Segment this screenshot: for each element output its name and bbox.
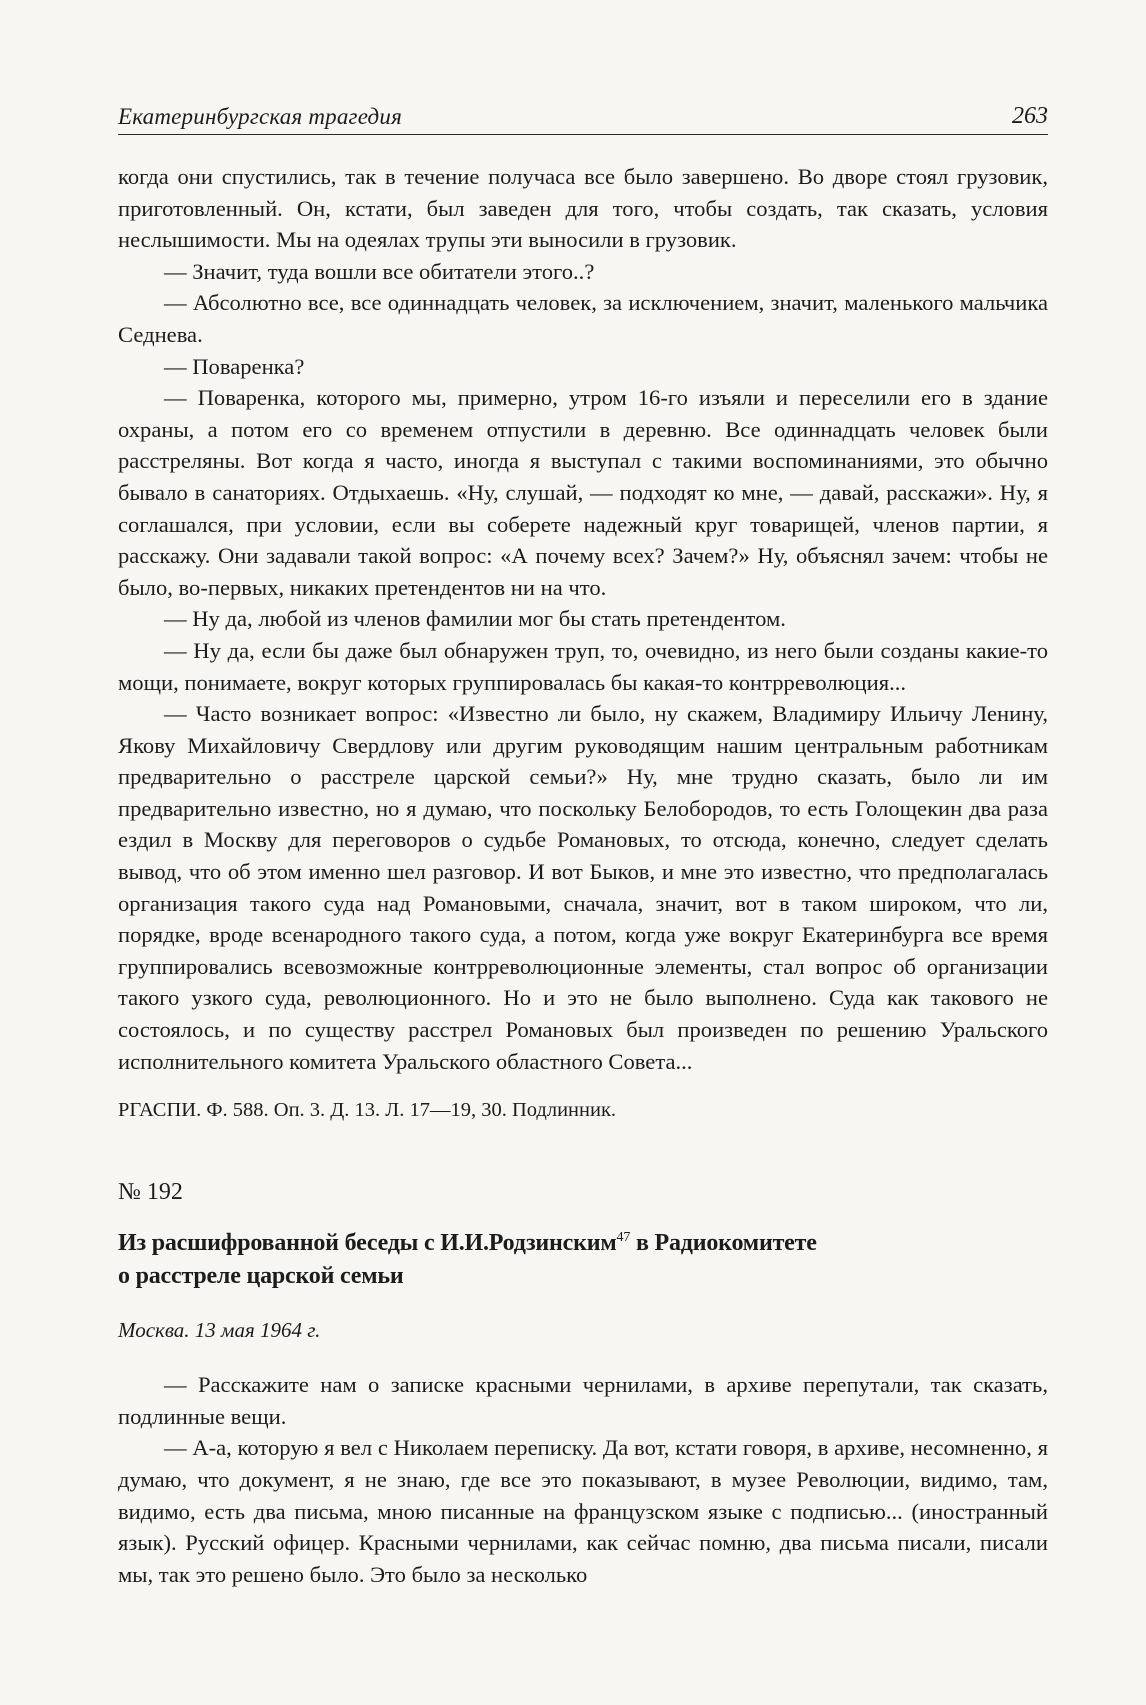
- paragraph: — Поваренка?: [164, 353, 305, 379]
- heading-text-end: в Радиокомитете: [630, 1230, 817, 1257]
- paragraph: — Абсолютно все, все одиннадцать человек, за исключением, значит, маленького мальчика Седнева.: [118, 290, 1048, 347]
- heading-text: Из расшифрованной беседы с И.И.Родзинским: [118, 1230, 617, 1257]
- book-page: [118, 90, 1048, 1590]
- heading-text-line2: о расстреле царской семьи: [118, 1263, 404, 1290]
- paragraph: — Поваренка, которого мы, примерно, утром 16-го изъяли и переселили его в здание охраны, а потом его со временем отпустили в деревню. Все одиннадцать человек были расстреляны. Вот когда я часто, иногда я выступал с такими воспоминаниями, это обычно бывало в санаториях. Отдыхаешь. «Ну, слушай, — подходят ко мне, — давай, расскажи». Ну, я соглашался, при условии, если вы соберете надежный круг товарищей, членов партии, я расскажу. Они задавали такой вопрос: «А почему всех? Зачем?» Ну, объяснял зачем: чтобы не было, во-первых, никаких претендентов ни на что.: [118, 385, 1048, 600]
- paragraph: — А-а, которую я вел с Николаем переписку. Да вот, кстати говоря, в архиве, несомненно, я думаю, что документ, я не знаю, где все это показывают, в музее Революции, видимо, там, видимо, есть два письма, мною писанные на французском языке с подписью... (иностранный язык). Русский офицер. Красными чернилами, как сейчас помню, два письма писали, писали мы, так это решено было. Это было за несколько: [118, 1435, 1048, 1587]
- document-number: № 192: [118, 1179, 183, 1206]
- dateline: Москва. 13 мая 1964 г.: [118, 1318, 321, 1343]
- paragraph: — Ну да, если бы даже был обнаружен труп, то, очевидно, из него были созданы какие-то мощи, понимаете, вокруг которых группировалась бы какая-то контрреволюция...: [118, 637, 1048, 695]
- paragraph: когда они спустились, так в течение получаса все было завершено. Во дворе стоял грузовик, приготовленный. Он, кстати, был заведен для того, чтобы создать, так сказать, условия неслышимости. Мы на одеялах трупы эти выносили в грузовик.: [118, 164, 1048, 253]
- footnote-reference[interactable]: 47: [616, 1230, 631, 1246]
- paragraph: — Часто возникает вопрос: «Известно ли было, ну скажем, Владимиру Ильичу Ленину, Якову Михайловичу Свердлову или другим руководящим нашим центральным работникам предварительно о расстреле царской семьи?» Ну, мне трудно сказать, было ли им предварительно известно, но я думаю, что поскольку Белобородов, то есть Голощекин два раза ездил в Москву для переговоров о судьбе Романовых, то отсюда, конечно, следует сделать вывод, что об этом именно шел разговор. И вот Быков, и мне это известно, что предполагалась организация такого суда над Романовыми, сначала, значит, вот в таком широком, что ли, порядке, вроде всенародного такого суда, а потом, когда уже вокруг Екатеринбурга все время группировались всевозможные контрреволюционные элементы, стал вопрос об организации такого узкого суда, революционного. Но и это не было выполнено. Суда как такового не состоялось, и по существу расстрел Романовых был произведен по решению Уральского исполнительного комитета Уральского областного Совета...: [118, 701, 1048, 1074]
- document-heading: [118, 1221, 1048, 1293]
- document-text: [118, 1369, 1048, 1590]
- archive-source-note: РГАСПИ. Ф. 588. Оп. 3. Д. 13. Л. 17—19, 30. Подлинник.: [118, 1099, 617, 1122]
- paragraph: — Расскажите нам о записке красными чернилами, в архиве перепутали, так сказать, подлинные вещи.: [118, 1372, 1048, 1429]
- body-text: [118, 161, 1048, 1077]
- running-head-title: Екатеринбургская трагедия: [118, 104, 402, 129]
- paragraph: — Ну да, любой из членов фамилии мог бы стать претендентом.: [164, 606, 786, 632]
- page-number: 263: [1012, 103, 1048, 129]
- running-head: [118, 90, 1048, 135]
- paragraph: — Значит, туда вошли все обитатели этого..?: [164, 258, 595, 284]
